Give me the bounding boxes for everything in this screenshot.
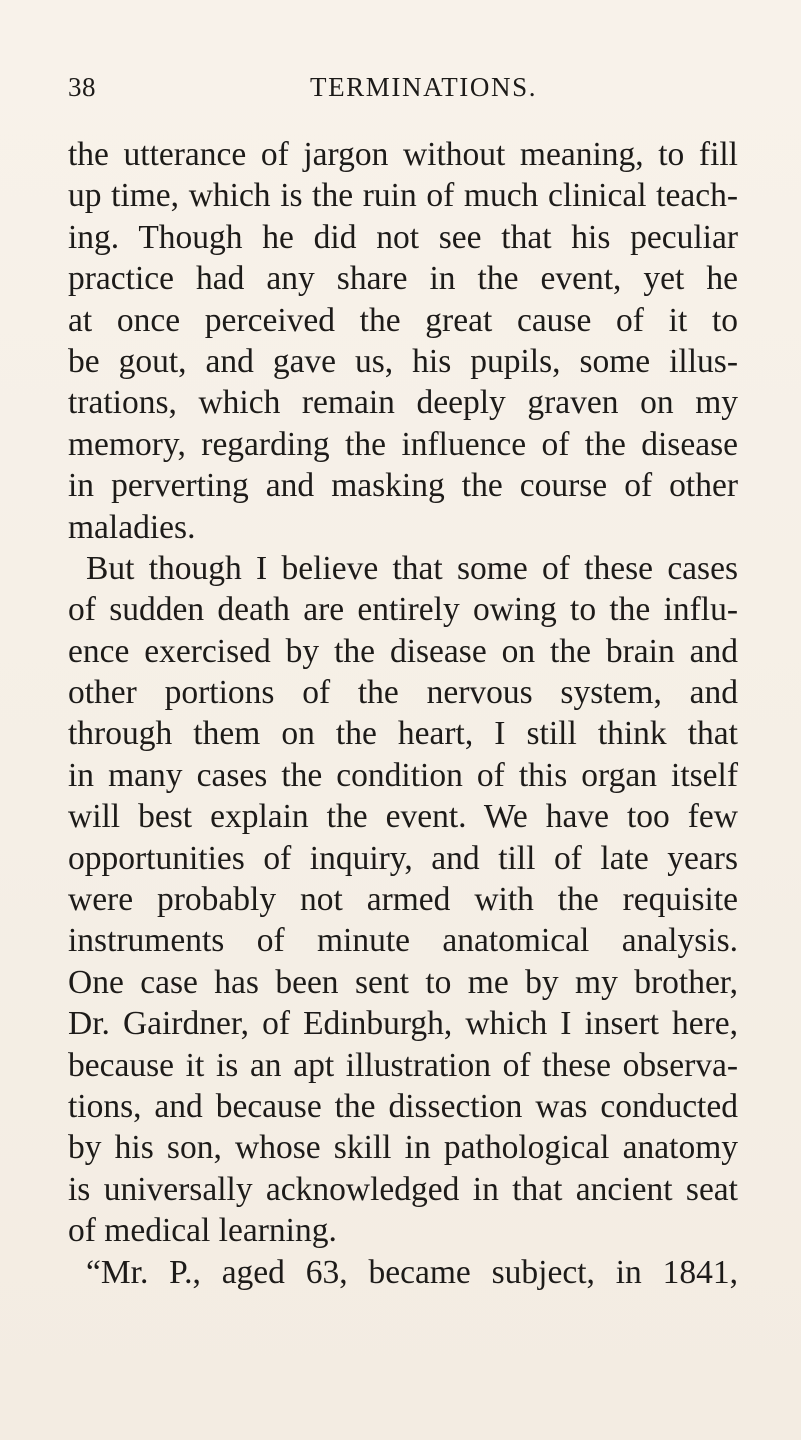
text-line: ing. Though he did not see that his peculiar xyxy=(68,218,738,256)
text-line: trations, which remain deeply graven on my xyxy=(68,384,738,422)
page-header xyxy=(68,72,738,108)
paragraph-end-line: of medical learning. xyxy=(68,1212,337,1250)
text-line: tions, and because the dissection was conducted xyxy=(68,1087,738,1125)
text-line: ence exercised by the disease on the brain and xyxy=(68,632,738,670)
page-number: 38 xyxy=(68,72,96,102)
text-line: is universally acknowledged in that ancient seat xyxy=(68,1170,738,1208)
text-line: opportunities of inquiry, and till of late years xyxy=(68,839,738,877)
text-line: Dr. Gairdner, of Edinburgh, which I insert here, xyxy=(68,1005,738,1043)
paragraph-start-line: “Mr. P., aged 63, became subject, in 1841, xyxy=(86,1253,738,1291)
text-line: other portions of the nervous system, and xyxy=(68,674,738,712)
paragraph-end-line: maladies. xyxy=(68,508,196,546)
text-line: in many cases the condition of this organ itself xyxy=(68,756,738,794)
text-line: through them on the heart, I still think that xyxy=(68,715,738,753)
text-line: up time, which is the ruin of much clinical teach- xyxy=(68,177,738,215)
text-line: at once perceived the great cause of it to xyxy=(68,301,738,339)
paragraph-start-line: But though I believe that some of these cases xyxy=(86,549,738,587)
text-line: practice had any share in the event, yet he xyxy=(68,260,738,298)
text-line: will best explain the event. We have too few xyxy=(68,798,738,836)
text-line: because it is an apt illustration of these observa- xyxy=(68,1046,738,1084)
body-text xyxy=(68,134,738,1293)
text-line: One case has been sent to me by my brother, xyxy=(68,963,738,1001)
text-line: instruments of minute anatomical analysis. xyxy=(68,922,738,960)
text-line: of sudden death are entirely owing to the influ- xyxy=(68,591,738,629)
text-line: memory, regarding the influence of the disease xyxy=(68,425,738,463)
running-head: TERMINATIONS. xyxy=(310,72,538,102)
text-line: be gout, and gave us, his pupils, some illus- xyxy=(68,342,738,380)
text-line: the utterance of jargon without meaning, to fill xyxy=(68,136,738,173)
text-line: were probably not armed with the requisite xyxy=(68,881,738,919)
text-line: by his son, whose skill in pathological anatomy xyxy=(68,1129,738,1167)
text-line: in perverting and masking the course of other xyxy=(68,467,738,505)
